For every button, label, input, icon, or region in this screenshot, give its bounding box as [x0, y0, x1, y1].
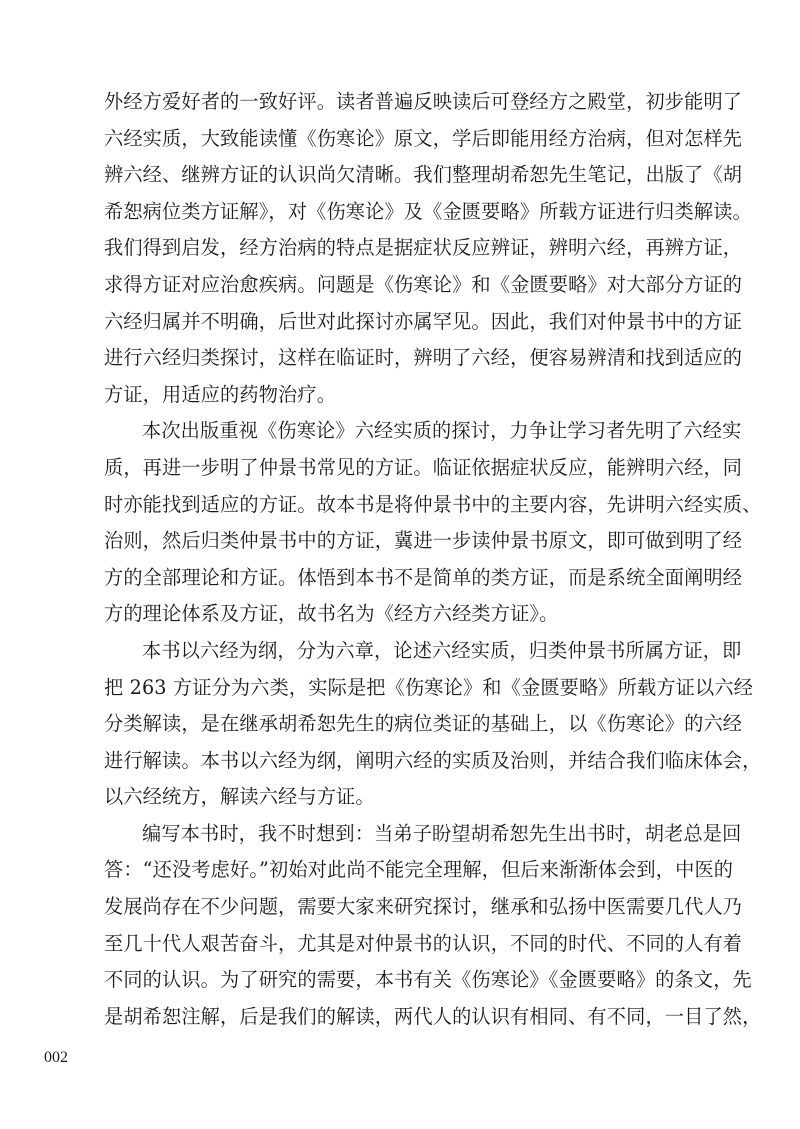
text-line: 六经归属并不明确，后世对此探讨亦属罕见。因此，我们对仲景书中的方证	[104, 309, 743, 333]
text-line: 方的理论体系及方证，故书名为《经方六经类方证》。	[104, 602, 559, 626]
text-line: 是胡希恕注解，后是我们的解读，两代人的认识有相同、有不同，一目了然，	[104, 1004, 762, 1028]
paragraph	[104, 84, 752, 413]
body-text	[104, 84, 762, 1035]
text-line: 编写本书时，我不时想到：当弟子盼望胡希恕先生出书时，胡老总是回	[142, 821, 742, 845]
text-line: 方证，用适应的药物治疗。	[104, 382, 337, 406]
text-line: 质，再进一步明了仲景书常见的方证。临证依据症状反应，能辨明六经，同	[104, 455, 743, 479]
text-line: 分类解读，是在继承胡希恕先生的病位类证的基础上，以《伤寒论》的六经	[104, 712, 743, 736]
paragraph	[104, 413, 762, 633]
text-line: 六经实质，大致能读懂《伤寒论》原文，学后即能用经方治病，但对怎样先	[104, 126, 743, 150]
text-line: 把 263 方证分为六类，实际是把《伤寒论》和《金匮要略》所载方证以六经	[104, 675, 754, 699]
text-line: 本书以六经为纲，分为六章，论述六经实质，归类仲景书所属方证，即	[142, 638, 742, 662]
paragraph	[104, 633, 762, 816]
text-line: 外经方爱好者的一致好评。读者普遍反映读后可登经方之殿堂，初步能明了	[104, 90, 743, 113]
text-line: 本次出版重视《伤寒论》六经实质的探讨，力争让学习者先明了六经实	[142, 419, 742, 443]
text-line: 求得方证对应治愈疾病。问题是《伤寒论》和《金匮要略》对大部分方证的	[104, 272, 743, 296]
text-line: 我们得到启发，经方治病的特点是据症状反应辨证，辨明六经，再辨方证，	[104, 236, 743, 260]
text-line: 辨六经、继辨方证的认识尚欠清晰。我们整理胡希恕先生笔记，出版了《胡	[104, 163, 743, 187]
text-line: 希恕病位类方证解》，对《伤寒论》及《金匮要略》所载方证进行归类解读。	[104, 199, 752, 223]
text-line: 治则，然后归类仲景书中的方证，冀进一步读仲景书原文，即可做到明了经	[104, 529, 743, 553]
text-line: 方的全部理论和方证。体悟到本书不是简单的类方证，而是系统全面阐明经	[104, 565, 743, 589]
text-line: 不同的认识。为了研究的需要，本书有关《伤寒论》《金匮要略》的条文，先	[104, 968, 752, 992]
text-line: 时亦能找到适应的方证。故本书是将仲景书中的主要内容，先讲明六经实质、	[104, 492, 762, 516]
paragraph	[104, 816, 762, 1036]
text-line: 发展尚存在不少问题，需要大家来研究探讨，继承和弘扬中医需要几代人乃	[104, 895, 743, 919]
text-line: 答：“还没考虑好。”初始对此尚不能完全理解，但后来渐渐体会到，中医的	[104, 858, 734, 882]
text-line: 进行解读。本书以六经为纲，阐明六经的实质及治则，并结合我们临床体会，	[104, 748, 762, 772]
text-line: 进行六经归类探讨，这样在临证时，辨明了六经，便容易辨清和找到适应的	[104, 346, 743, 370]
text-line: 以六经统方，解读六经与方证。	[104, 785, 375, 809]
text-line: 至几十代人艰苦奋斗，尤其是对仲景书的认识，不同的时代、不同的人有着	[104, 931, 743, 955]
page-number: 002	[44, 1049, 68, 1066]
